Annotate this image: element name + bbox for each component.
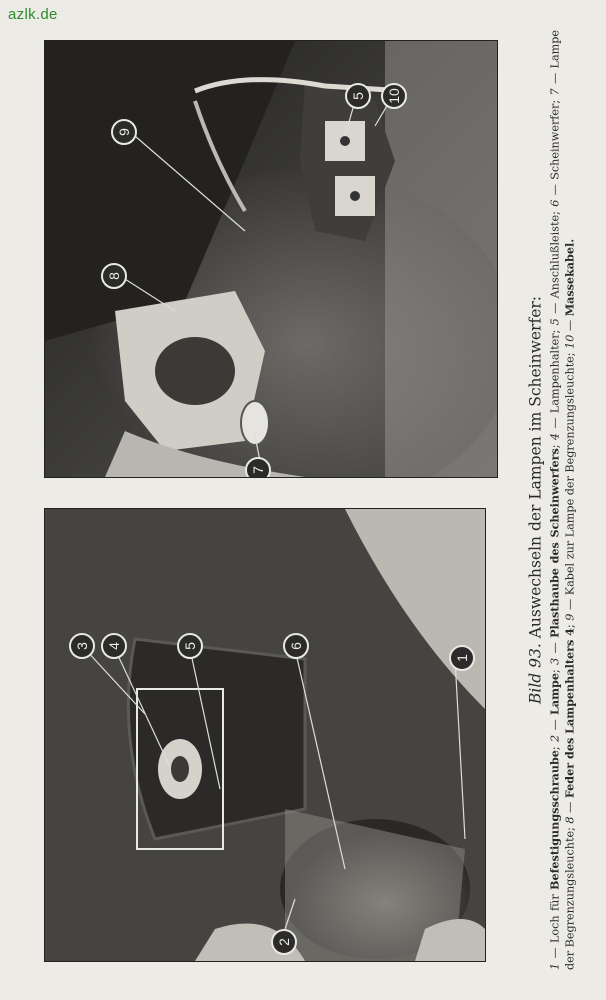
legend-num-3: 3 <box>548 657 562 665</box>
legend-text-9: Kabel zur Lampe der Begrenzungsleuchte <box>563 356 577 596</box>
callout-5: 5 <box>177 633 203 659</box>
legend-text-2: Lampe <box>547 673 562 715</box>
callout-4: 4 <box>101 633 127 659</box>
legend-text-10: Massekabel. <box>562 238 577 317</box>
site-watermark: azlk.de <box>8 6 58 23</box>
photo-headlamp-interior-image <box>45 41 497 477</box>
legend-bold-1: Befestigungsschraube <box>547 750 562 890</box>
callout-9: 9 <box>111 119 137 145</box>
photo-headlamp-removal <box>44 508 486 962</box>
legend-num-10: 10 <box>563 334 577 349</box>
figure-caption-area <box>502 28 602 972</box>
legend-text-1: Loch für <box>548 894 562 943</box>
caption-figure-label: Bild 93. <box>526 643 545 705</box>
legend-num-6: 6 <box>548 199 562 207</box>
figure-caption <box>527 30 578 970</box>
legend-text-8: Feder des Lampenhalters 4 <box>562 628 577 799</box>
callout-5: 5 <box>345 83 371 109</box>
legend-num-8: 8 <box>563 816 577 824</box>
callout-10: 10 <box>381 83 407 109</box>
callout-1: 1 <box>449 645 475 671</box>
photo-headlamp-removal-image <box>45 509 485 961</box>
legend-text-3: Plasthaube des Scheinwerfers <box>547 448 562 638</box>
caption-title <box>527 30 545 970</box>
callout-8: 8 <box>101 263 127 289</box>
callout-7: 7 <box>245 457 271 478</box>
legend-num-9: 9 <box>563 613 577 621</box>
legend-text-4: Lampenhalter <box>548 333 562 414</box>
callout-3: 3 <box>69 633 95 659</box>
caption-legend: 1 — Loch für Befestigungsschraube; 2 — Lampe; 3 — Plasthaube des Scheinwerfers; 4 — Lampenhalter; 5 — Anschlußleiste; 6 — Scheinwerfer; 7 — Lampe der Begrenzungsleuchte; 8 — Feder des Lampenhalters 4; 9 — Kabel zur Lampe der Begrenzungsleuchte; 10 — Massekabel. <box>547 29 577 970</box>
legend-num-5: 5 <box>548 318 562 326</box>
legend-num-7: 7 <box>548 88 562 96</box>
legend-num-1: 1 <box>548 962 562 970</box>
photo-headlamp-interior <box>44 40 498 478</box>
legend-text-5: Anschlußleiste <box>548 214 562 299</box>
legend-num-2: 2 <box>548 734 562 742</box>
callout-6: 6 <box>283 633 309 659</box>
callout-2: 2 <box>271 929 297 955</box>
caption-title-text: Auswechseln der Lampen im Scheinwerfer: <box>526 296 545 639</box>
legend-text-7: Lampe der Begrenzungsleuchte <box>548 29 577 970</box>
legend-num-4: 4 <box>548 432 562 441</box>
legend-text-6: Scheinwerfer <box>548 103 562 180</box>
